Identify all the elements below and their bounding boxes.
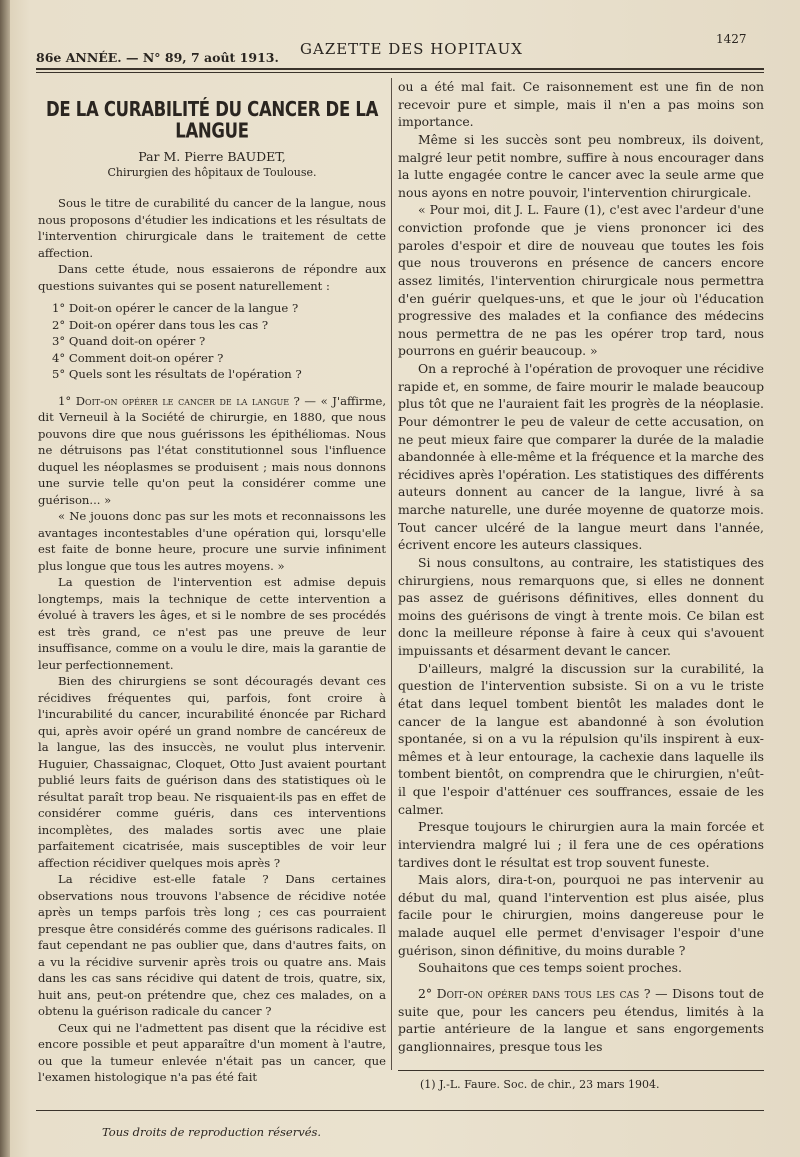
paragraph: Sous le titre de curabilité du cancer de la langue, nous nous proposons d'étudier les indications et les résultats de l'intervention chirurgicale dans le traitement de cette affection.: [38, 196, 386, 260]
question-item: 4° Comment doit-on opérer ?: [52, 350, 224, 365]
paragraph: Si nous consultons, au contraire, les statistiques des chirurgiens, nous remarquons que, si elles ne donnent pas assez de guérisons définitives, elles donnent du moins des guérisons de vingt à trente mois. Ce bilan est donc la meilleure réponse à faire à ceux qui s'avouent impuissants et désarment devant le cancer.: [398, 554, 764, 658]
paragraph: Mais alors, dira-t-on, pourquoi ne pas intervenir au début du mal, quand l'intervention est plus aisée, plus facile pour le chirurgien, moins dangereuse pour le malade auquel elle permet d'envisager l'espoir d'une guérison, sinon définitive, du moins durable ?: [398, 872, 764, 958]
paragraph: La question de l'intervention est admise depuis longtemps, mais la technique de cette intervention a évolué à travers les âges, et si le nombre de ses procédés est très grand, ce n'est pas une preuve de leur insuffisance, comme on a voulu le dire, mais la garantie de leur perfectionnement.: [38, 575, 386, 672]
journal-title: GAZETTE DES HOPITAUX: [300, 40, 523, 58]
left-column: [38, 78, 386, 1086]
question-item: 2° Doit-on opérer dans tous les cas ?: [52, 317, 269, 332]
paragraph: Presque toujours le chirurgien aura la main forcée et interviendra malgré lui ; il fera une de ces opérations tardives dont le résultat est trop souvent funeste.: [398, 819, 764, 870]
issue-info: 86e ANNÉE. — N° 89, 7 août 1913.: [36, 50, 279, 65]
paragraph: ou a été mal fait. Ce raisonnement est une fin de non recevoir pure et simple, mais il n'en a pas moins son importance.: [398, 79, 764, 130]
paragraph: Ceux qui ne l'admettent pas disent que la récidive est encore possible et peut apparaître d'un moment à l'autre, ou que la tumeur enlevée n'était pas un cancer, que l'examen histologique n'a pas été fait: [38, 1020, 386, 1084]
article-byline: [38, 149, 386, 181]
paragraph: Même si les succès sont peu nombreux, ils doivent, malgré leur petit nombre, suffire à nous encourager dans la lutte engagée contre le cancer avec la seule arme que nous ayons en notre pouvoir, l'intervention chirurgicale.: [398, 131, 764, 200]
footnote: (1) J.-L. Faure. Soc. de chir., 23 mars 1904.: [420, 1078, 660, 1091]
author-affiliation: Chirurgien des hôpitaux de Toulouse.: [107, 166, 317, 179]
header-rule: [36, 68, 764, 73]
section-heading: 1° Doit-on opérer le cancer de la langue ? —: [58, 393, 316, 408]
paragraph: Souhaitons que ces temps soient proches.: [418, 960, 682, 976]
paragraph: Dans cette étude, nous essaierons de répondre aux questions suivantes qui se posent naturellement :: [38, 262, 386, 293]
section-text: « J'affirme, dit Verneuil à la Société de chirurgie, en 1880, que nous pouvons dire que nous guérissons les épithéliomas. Nous ne détruisons pas l'état constitutionnel sous l'influence duquel les néoplasmes se produisent ; mais nous donnons une survie telle qu'on peut la considérer comme une guérison... »: [38, 393, 387, 507]
footnote-rule: [398, 1070, 764, 1071]
paragraph: « Pour moi, dit J. L. Faure (1), c'est avec l'ardeur d'une conviction profonde que je viens prononcer ici des paroles d'espoir et dire de nouveau que toutes les fois que nous trouverons en présence de cancers encore assez limités, l'intervention chirurgicale nous permettra d'en guérir quelques-uns, et que le jour où l'éducation progressive des malades et la confiance des médecins nous permettra de ne pas les opérer trop tard, nous pourrons en guérir beaucoup. »: [398, 202, 764, 359]
question-item: 1° Doit-on opérer le cancer de la langue ?: [52, 301, 299, 315]
right-column: [398, 78, 764, 1055]
column-divider: [391, 78, 392, 1070]
author-line: Par M. Pierre BAUDET,: [138, 149, 286, 164]
question-item: 5° Quels sont les résultats de l'opération ?: [52, 367, 302, 381]
page-number: 1427: [716, 32, 747, 46]
paragraph: On a reproché à l'opération de provoquer une récidive rapide et, en somme, de faire mourir le malade beaucoup plus tôt que ne l'auraient fait les progrès de la néoplasie. Pour démontrer le peu de valeur de cette accusation, on ne peut mieux faire que comparer la durée de la maladie abandonnée à elle-même et la fréquence et la marche des récidives après l'opération. Les statistiques des différents auteurs donnent au cancer de la langue, livré à sa marche naturelle, une durée moyenne de quatorze mois. Tout cancer ulcéré de la langue meurt dans l'année, écrivent encore les auteurs classiques.: [398, 361, 764, 553]
footer-rule: [36, 1110, 764, 1111]
paragraph: « Ne jouons donc pas sur les mots et reconnaissons les avantages incontestables d'une opération qui, lorsqu'elle est faite de bonne heure, procure une survie infiniment plus longue que tous les autres moyens. »: [38, 509, 386, 573]
section-text: Disons tout de suite que, pour les cancers peu étendus, limités à la partie antérieure de la langue et sans engorgements ganglionnaires, presque tous les: [398, 985, 764, 1054]
section-heading: 2° Doit-on opérer dans tous les cas ? —: [418, 985, 668, 1001]
article-title: DE LA CURABILITÉ DU CANCER DE LA LANGUE: [45, 97, 379, 142]
paragraph: La récidive est-elle fatale ? Dans certaines observations nous trouvons l'absence de récidive notée après un temps parfois très long ; ces cas pourraient presque être considérés comme des guérisons radicales. Il faut cependant ne pas oublier que, dans d'autres faits, on a vu la récidive survenir après trois ou quatre ans. Mais dans les cas sans récidive qui datent de trois, quatre, six, huit ans, peut-on prétendre que, chez ces malades, on a obtenu la guérison radicale du cancer ?: [38, 872, 386, 1018]
section-paragraph: [398, 985, 764, 1056]
paragraph: D'ailleurs, malgré la discussion sur la curabilité, la question de l'intervention subsiste. Si on a vu le triste état dans lequel tombent bientôt les malades dont le cancer de la langue est abandonné à son évolution spontanée, si on a vu la répulsion qu'ils inspirent à eux-mêmes et à leur entourage, la cachexie dans laquelle ils tombent bientôt, on comprendra que le chirurgien, n'eût-il que l'espoir d'atténuer ces souffrances, essaie de les calmer.: [398, 660, 764, 817]
paragraph: Bien des chirurgiens se sont découragés devant ces récidives fréquentes qui, parfois, font croire à l'incurabilité du cancer, incurabilité énoncée par Richard qui, après avoir opéré un grand nombre de cancéreux de la langue, las des insuccès, ne voulut plus intervenir. Huguier, Chassaignac, Cloquet, Otto Just avaient pourtant publié leurs faits de guérison dans des statistiques où le résultat paraît trop beau. Ne risquaient-ils pas en effet de considérer comme guéris, dans ces interventions incomplètes, des malades sortis avec une plaie parfaitement cicatrisée, mais susceptibles de voir leur affection récidiver quelques mois après ?: [38, 674, 386, 870]
section-paragraph: [38, 393, 386, 509]
question-item: 3° Quand doit-on opérer ?: [52, 334, 206, 348]
page-spine-shadow: [0, 0, 10, 1157]
question-list: [38, 300, 386, 383]
rights-notice: Tous droits de reproduction réservés.: [102, 1125, 322, 1139]
